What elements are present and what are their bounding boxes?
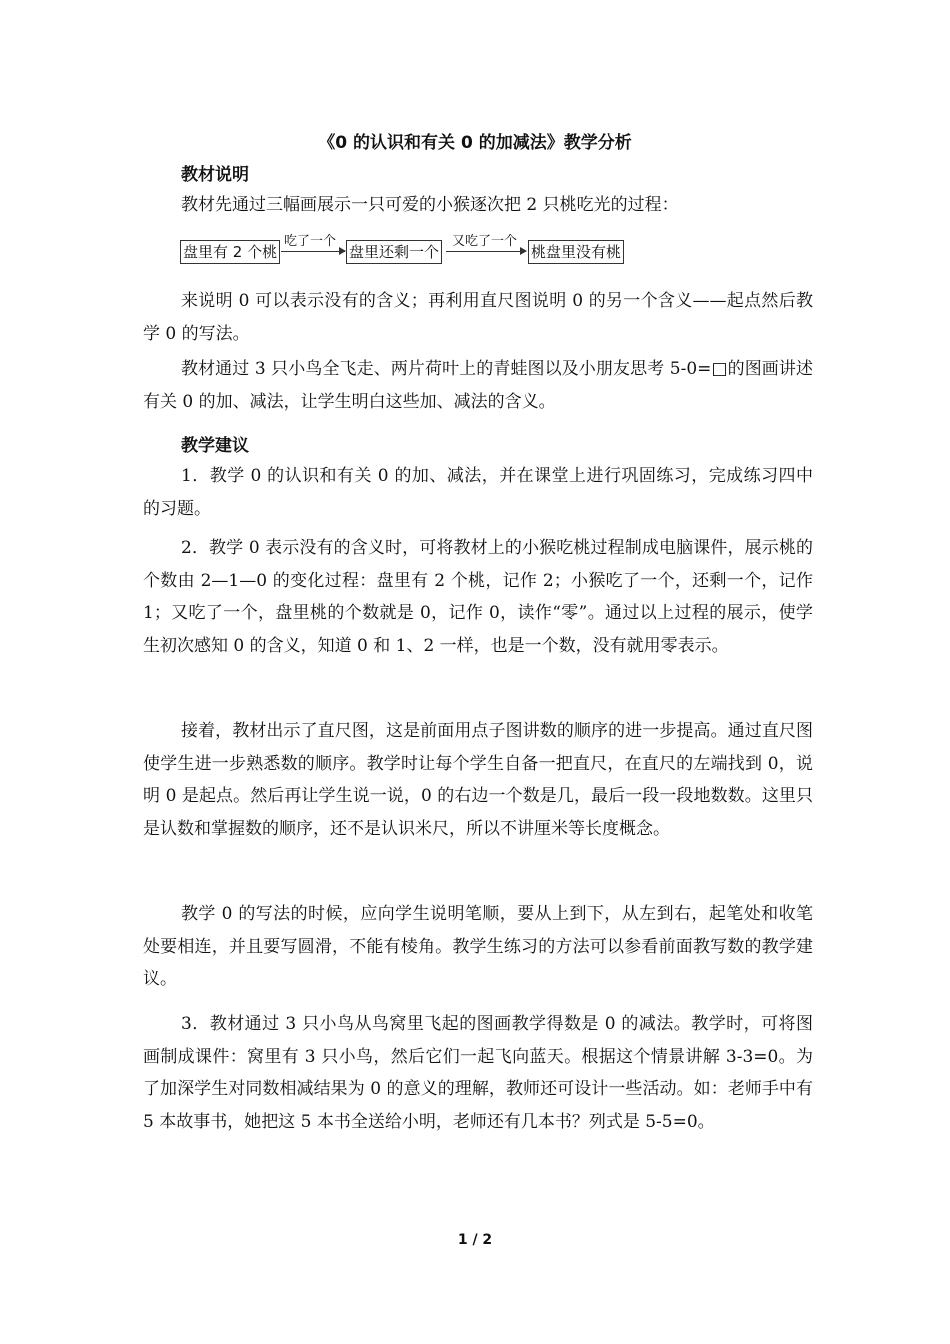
page-number: 1 / 2 xyxy=(457,1232,493,1248)
flow-arrow-2 xyxy=(446,251,526,252)
paragraph-meaning: 来说明 0 可以表示没有的含义；再利用直尺图说明 0 的另一个含义——起点然后教学 0 的写法。 xyxy=(143,291,813,344)
paragraph-addition-subtraction: 教材通过 3 只小鸟全飞走、两片荷叶上的青蛙图以及小朋友思考 5-0=□的图画讲述有关 0 的加、减法，让学生明白这些加、减法的含义。 xyxy=(143,359,813,412)
section-heading-materials: 教材说明 xyxy=(181,165,249,185)
process-flow-diagram xyxy=(180,230,640,266)
paragraph-suggestion-3: 3．教材通过 3 只小鸟从鸟窝里飞起的图画教学得数是 0 的减法。教学时，可将图画制成课件：窝里有 3 只小鸟，然后它们一起飞向蓝天。根据这个情景讲解 3-3=0。为了加深学生对同数相减结果为 0 的意义的理解，教师还可设计一些活动。如：老师手中有 5 本故事书，她把这 5 本书全送给小明，老师还有几本书？列式是 5-5=0。 xyxy=(143,1014,813,1132)
document-title: 《0 的认识和有关 0 的加减法》教学分析 xyxy=(318,133,632,153)
flow-arrow-label-1: 吃了一个 xyxy=(284,234,337,249)
paragraph-writing-zero: 教学 0 的写法的时候，应向学生说明笔顺，要从上到下，从左到右，起笔处和收笔处要相连，并且要写圆滑，不能有棱角。教学生练习的方法可以参看前面教写数的教学建议。 xyxy=(143,904,813,989)
paragraph-intro: 教材先通过三幅画展示一只可爱的小猴逐次把 2 只桃吃光的过程： xyxy=(181,195,679,215)
flow-arrow-1 xyxy=(281,251,345,252)
flow-box-1: 盘里有 2 个桃 xyxy=(180,240,280,264)
flow-box-2: 盘里还剩一个 xyxy=(346,240,442,264)
flow-arrow-label-2: 又吃了一个 xyxy=(452,234,518,249)
paragraph-suggestion-1: 1．教学 0 的认识和有关 0 的加、减法，并在课堂上进行巩固练习，完成练习四中的习题。 xyxy=(143,466,813,519)
paragraph-suggestion-2: 2．教学 0 表示没有的含义时，可将教材上的小猴吃桃过程制成电脑课件，展示桃的个数由 2—1—0 的变化过程：盘里有 2 个桃，记作 2；小猴吃了一个，还剩一个，记作 1；又吃了一个，盘里桃的个数就是 0，记作 0，读作“零”。通过以上过程的展示，使学生初次感知 0 的含义，知道 0 和 1、2 一样，也是一个数，没有就用零表示。 xyxy=(143,538,813,656)
section-heading-suggestions: 教学建议 xyxy=(181,436,249,456)
flow-box-3: 桃盘里没有桃 xyxy=(528,240,624,264)
paragraph-ruler: 接着，教材出示了直尺图，这是前面用点子图讲数的顺序的进一步提高。通过直尺图使学生进一步熟悉数的顺序。教学时让每个学生自备一把直尺，在直尺的左端找到 0，说明 0 是起点。然后再让学生说一说，0 的右边一个数是几，最后一段一段地数数。这里只是认数和掌握数的顺序，还不是认识米尺，所以不讲厘米等长度概念。 xyxy=(143,721,813,839)
